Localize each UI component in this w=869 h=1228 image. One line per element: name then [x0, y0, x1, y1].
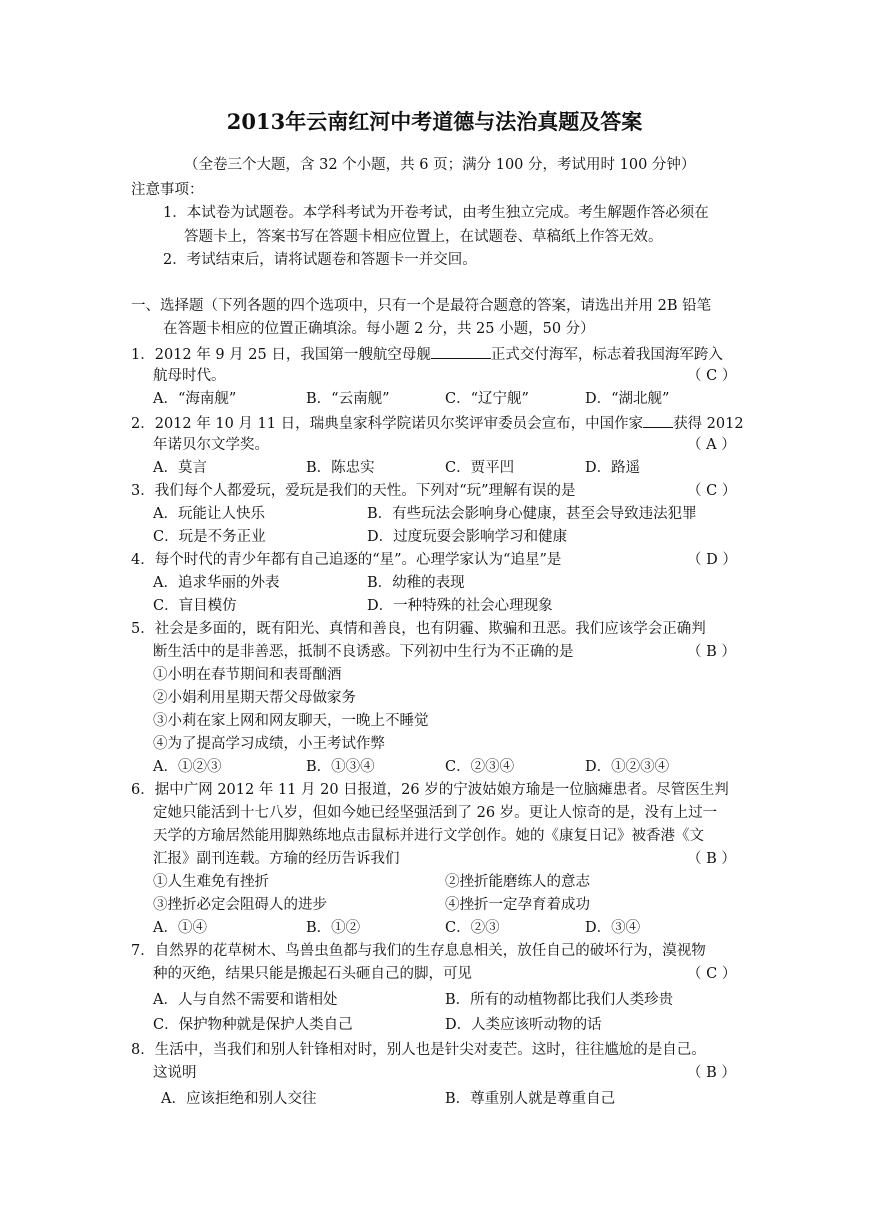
question-7: 7．自然界的花草树木、鸟兽虫鱼都与我们的生存息息相关，放任自己的破坏行为，漠视物	[131, 943, 706, 959]
q6-option-b: B．①②	[306, 920, 361, 936]
question-1	[131, 343, 723, 365]
note-2: 2．考试结束后，请将试题卷和答题卡一并交回。	[163, 252, 477, 268]
exam-info: （全卷三个大题，含 32 个小题，共 6 页；满分 100 分，考试用时 100 分钟）	[184, 157, 696, 173]
question-3: 3．我们每个人都爱玩，爱玩是我们的天性。下列对“玩”理解有误的是	[131, 483, 576, 499]
question-6: 6．据中广网 2012 年 11 月 20 日报道，26 岁的宁波姑娘方瑜是一位脑瘫患者。尽管医生判	[131, 782, 729, 798]
q3-option-c: C．玩是不务正业	[153, 529, 266, 545]
q6-item-1: ①人生难免有挫折	[153, 874, 269, 890]
q5-option-b: B．①③④	[306, 759, 375, 775]
question-2-cont: 年诺贝尔文学奖。	[153, 437, 269, 453]
q4-option-b: B．幼稚的表现	[367, 575, 465, 591]
q6-item-4: ④挫折一定孕育着成功	[445, 897, 590, 913]
q7-option-b: B．所有的动植物都比我们人类珍贵	[445, 992, 674, 1008]
question-4: 4．每个时代的青少年都有自己追逐的“星”。心理学家认为“追星”是	[131, 552, 562, 568]
q2-option-b: B．陈忠实	[306, 460, 375, 476]
q5-item-3: ③小莉在家上网和网友聊天，一晚上不睡觉	[153, 713, 429, 729]
q7-option-d: D．人类应该听动物的话	[445, 1017, 602, 1033]
q8-option-b: B．尊重别人就是尊重自己	[445, 1091, 616, 1107]
q6-option-a: A．①④	[153, 920, 207, 936]
q1-option-b: B．“云南舰”	[306, 391, 390, 407]
notes-heading: 注意事项：	[131, 182, 204, 198]
q3-option-d: D．过度玩耍会影响学习和健康	[367, 529, 568, 545]
q5-item-1: ①小明在春节期间和表哥酗酒	[153, 667, 342, 683]
q6-item-3: ③挫折必定会阻碍人的进步	[153, 897, 327, 913]
note-1: 1．本试卷为试题卷。本学科考试为开卷考试，由考生独立完成。考生解题作答必须在	[163, 205, 709, 221]
q2-option-c: C．贾平凹	[445, 460, 515, 476]
q2-option-a: A．莫言	[153, 460, 207, 476]
page-title: 2013年云南红河中考道德与法治真题及答案	[226, 109, 643, 134]
section-heading-cont: 在答题卡相应的位置正确填涂。每小题 2 分，共 25 小题，50 分）	[163, 321, 595, 337]
q1-option-c: C．“辽宁舰”	[445, 391, 529, 407]
question-8-cont: 这说明	[153, 1065, 197, 1081]
q7-option-c: C．保护物种就是保护人类自己	[153, 1017, 353, 1033]
question-2-text-b: 获得 2012	[673, 416, 744, 432]
question-2	[131, 412, 744, 434]
question-6-cont-2: 天学的方瑜居然能用脚熟练地点击鼠标并进行文学创作。她的《康复日记》被香港《文	[153, 828, 704, 844]
q8-option-a: A．应该拒绝和别人交往	[161, 1091, 317, 1107]
q4-option-a: A．追求华丽的外表	[153, 575, 280, 591]
q6-item-2: ②挫折能磨练人的意志	[445, 874, 590, 890]
question-1-text-b: 正式交付海军，标志着我国海军跨入	[490, 347, 723, 363]
q5-item-4: ④为了提高学习成绩，小王考试作弊	[153, 736, 385, 752]
question-8-answer: （ B ）	[687, 1065, 736, 1081]
section-heading: 一、选择题（下列各题的四个选项中，只有一个是最符合题意的答案，请选出并用 2B 铅笔	[131, 298, 712, 314]
q5-option-c: C．②③④	[445, 759, 515, 775]
q1-option-d: D．“湖北舰”	[585, 391, 670, 407]
question-6-cont-1: 定她只能活到十七八岁，但如今她已经坚强活到了 26 岁。更让人惊奇的是，没有上过一	[153, 805, 718, 821]
question-5: 5．社会是多面的，既有阳光、真情和善良，也有阴霾、欺骗和丑恶。我们应该学会正确判	[131, 621, 706, 637]
question-4-answer: （ D ）	[687, 552, 737, 568]
question-1-cont: 航母时代。	[153, 368, 226, 384]
q2-option-d: D．路遥	[585, 460, 641, 476]
q4-option-c: C．盲目模仿	[153, 598, 237, 614]
q4-option-d: D．一种特殊的社会心理现象	[367, 598, 553, 614]
q3-option-b: B．有些玩法会影响身心健康，甚至会导致违法犯罪	[367, 506, 697, 522]
q5-option-a: A．①②③	[153, 759, 222, 775]
answer-blank	[643, 412, 673, 428]
note-1-cont: 答题卡上，答案书写在答题卡相应位置上，在试题卷、草稿纸上作答无效。	[184, 229, 663, 245]
q5-item-2: ②小娟利用星期天帮父母做家务	[153, 690, 356, 706]
question-7-answer: （ C ）	[687, 966, 737, 982]
question-7-cont: 种的灭绝，结果只能是搬起石头砸自己的脚，可见	[153, 966, 472, 982]
question-5-cont: 断生活中的是非善恶，抵制不良诱惑。下列初中生行为不正确的是	[153, 644, 574, 660]
answer-blank	[431, 343, 491, 359]
question-2-text-a: 2．2012 年 10 月 11 日，瑞典皇家科学院诺贝尔奖评审委员会宣布，中国作家	[131, 416, 644, 432]
question-1-text-a: 1．2012 年 9 月 25 日，我国第一艘航空母舰	[131, 347, 431, 363]
q6-option-c: C．②③	[445, 920, 500, 936]
question-8: 8．生活中，当我们和别人针锋相对时，别人也是针尖对麦芒。这时，往往尴尬的是自己。	[131, 1042, 706, 1058]
question-2-answer: （ A ）	[687, 437, 736, 453]
question-1-answer: （ C ）	[687, 368, 737, 384]
q7-option-a: A．人与自然不需要和谐相处	[153, 992, 338, 1008]
q6-option-d: D．③④	[585, 920, 641, 936]
question-3-answer: （ C ）	[687, 483, 737, 499]
question-6-answer: （ B ）	[687, 851, 736, 867]
q1-option-a: A．“海南舰”	[153, 391, 237, 407]
question-6-cont-3: 汇报》副刊连载。方瑜的经历告诉我们	[153, 851, 400, 867]
q3-option-a: A．玩能让人快乐	[153, 506, 265, 522]
question-5-answer: （ B ）	[687, 644, 736, 660]
q5-option-d: D．①②③④	[585, 759, 670, 775]
